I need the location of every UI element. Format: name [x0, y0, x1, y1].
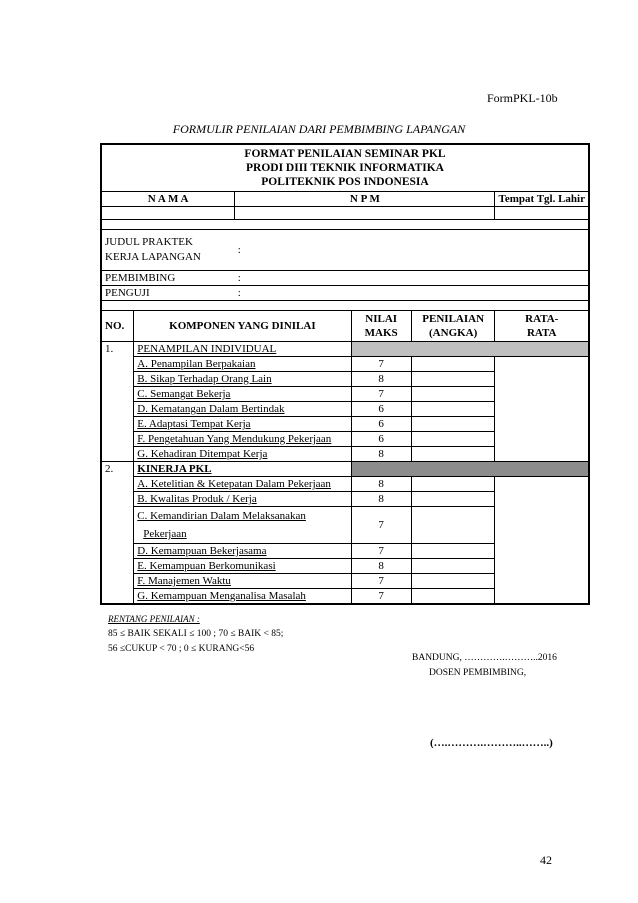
component-rows — [102, 342, 589, 604]
pembimbing-label: PEMBIMBING — [102, 271, 235, 286]
judul-value[interactable] — [235, 230, 589, 271]
legend-title: RENTANG PENILAIAN : — [108, 614, 200, 624]
component-label-text: G. Kehadiran Ditempat Kerja — [137, 448, 268, 460]
component-label — [134, 357, 351, 372]
penilaian-line2: (ANGKA) — [429, 327, 478, 339]
max-score: 8 — [351, 477, 411, 492]
penilaian-line1: PENILAIAN — [422, 313, 485, 325]
section-shaded-cell — [351, 342, 589, 357]
component-label — [134, 559, 351, 574]
score-input-cell[interactable] — [411, 447, 495, 462]
signer-name-line: (….……….………..……..) — [430, 737, 553, 749]
score-input-cell[interactable] — [411, 432, 495, 447]
score-input-cell[interactable] — [411, 544, 495, 559]
spacer-row — [102, 220, 589, 230]
signature-block — [412, 651, 557, 681]
judul-line1: JUDUL PRAKTEK — [105, 236, 193, 248]
rata-line2: RATA — [526, 327, 557, 339]
ttl-header: Tempat Tgl. Lahir — [495, 192, 589, 207]
max-score: 7 — [351, 589, 411, 604]
form-code: FormPKL-10b — [487, 91, 558, 105]
component-label-text: B. Sikap Terhadap Orang Lain — [137, 373, 272, 385]
nilai-line2: MAKS — [364, 327, 398, 339]
max-score: 6 — [351, 417, 411, 432]
score-input-cell[interactable] — [411, 387, 495, 402]
assessment-table — [101, 144, 589, 604]
component-label-text: F. Pengetahuan Yang Mendukung Pekerjaan — [137, 433, 332, 445]
component-row — [102, 477, 589, 492]
component-label — [134, 477, 351, 492]
max-score: 7 — [351, 544, 411, 559]
score-input-cell[interactable] — [411, 589, 495, 604]
max-score: 7 — [351, 574, 411, 589]
average-cell[interactable] — [495, 477, 589, 604]
component-label — [134, 432, 351, 447]
header-line2: PRODI DIII TEKNIK INFORMATIKA — [246, 162, 444, 174]
col-nilai-header — [351, 311, 411, 342]
score-input-cell[interactable] — [411, 402, 495, 417]
col-rata-header — [495, 311, 589, 342]
judul-line2: KERJA LAPANGAN — [105, 251, 201, 263]
component-label — [134, 372, 351, 387]
component-row — [102, 357, 589, 372]
score-input-cell[interactable] — [411, 559, 495, 574]
assessment-form — [100, 143, 590, 605]
section-number: 2. — [102, 462, 134, 604]
component-label-text: B. Kwalitas Produk / Kerja — [137, 493, 257, 505]
npm-value[interactable] — [235, 207, 495, 220]
rating-legend — [108, 612, 283, 657]
component-label-text: G. Kemampuan Menganalisa Masalah — [137, 590, 306, 602]
component-label-text: F. Manajemen Waktu — [137, 575, 231, 587]
component-label — [134, 492, 351, 507]
section-shaded-cell — [351, 462, 589, 477]
score-input-cell[interactable] — [411, 417, 495, 432]
average-cell[interactable] — [495, 357, 589, 462]
judul-label — [102, 230, 235, 271]
npm-header: N P M — [235, 192, 495, 207]
component-label — [134, 589, 351, 604]
component-label — [134, 402, 351, 417]
score-input-cell[interactable] — [411, 574, 495, 589]
form-header — [102, 145, 589, 192]
place-date: BANDUNG, ………….………..2016 — [412, 653, 557, 663]
max-score: 8 — [351, 447, 411, 462]
section-title: PENAMPILAN INDIVIDUAL — [134, 342, 351, 357]
penguji-label: PENGUJI — [102, 286, 235, 301]
nama-header: N A M A — [102, 192, 235, 207]
component-label — [134, 387, 351, 402]
score-input-cell[interactable] — [411, 477, 495, 492]
max-score: 7 — [351, 507, 411, 544]
max-score: 8 — [351, 559, 411, 574]
spacer-row — [102, 301, 589, 311]
pembimbing-value[interactable] — [235, 271, 589, 286]
ttl-value[interactable] — [495, 207, 589, 220]
col-penilaian-header — [411, 311, 495, 342]
component-label — [134, 574, 351, 589]
score-input-cell[interactable] — [411, 372, 495, 387]
component-label — [134, 447, 351, 462]
component-label-text-cont: Pekerjaan — [143, 528, 187, 540]
rata-line1: RATA- — [525, 313, 559, 325]
col-no-header: NO. — [102, 311, 134, 342]
form-title: FORMULIR PENILAIAN DARI PEMBIMBING LAPANGAN — [172, 122, 466, 136]
component-label — [134, 417, 351, 432]
nilai-line1: NILAI — [365, 313, 398, 325]
component-label-text: A. Penampilan Berpakaian — [137, 358, 256, 370]
nama-value[interactable] — [102, 207, 235, 220]
header-line3: POLITEKNIK POS INDONESIA — [261, 176, 429, 188]
component-label-text: D. Kemampuan Bekerjasama — [137, 545, 267, 557]
penguji-colon: : — [237, 287, 241, 299]
max-score: 8 — [351, 492, 411, 507]
section-number: 1. — [102, 342, 134, 462]
component-label-text: C. Semangat Bekerja — [137, 388, 231, 400]
score-input-cell[interactable] — [411, 492, 495, 507]
component-label-text: C. Kemandirian Dalam Melaksanakan — [137, 510, 306, 522]
pembimbing-colon: : — [237, 272, 241, 284]
max-score: 7 — [351, 357, 411, 372]
component-label — [134, 507, 351, 544]
legend-line2: 56 ≤CUKUP < 70 ; 0 ≤ KURANG<56 — [108, 644, 255, 654]
legend-line1: 85 ≤ BAIK SEKALI ≤ 100 ; 70 ≤ BAIK < 85; — [108, 629, 284, 639]
component-label-text: E. Adaptasi Tempat Kerja — [137, 418, 251, 430]
section-row — [102, 342, 589, 357]
penguji-value[interactable] — [235, 286, 589, 301]
component-label — [134, 544, 351, 559]
score-input-cell[interactable] — [411, 357, 495, 372]
judul-colon: : — [237, 244, 241, 256]
max-score: 7 — [351, 387, 411, 402]
col-komponen-header: KOMPONEN YANG DINILAI — [134, 311, 351, 342]
page-number: 42 — [540, 853, 552, 867]
component-label-text: A. Ketelitian & Ketepatan Dalam Pekerjaan — [137, 478, 331, 490]
max-score: 6 — [351, 402, 411, 417]
signer-role: DOSEN PEMBIMBING, — [429, 668, 527, 678]
header-line1: FORMAT PENILAIAN SEMINAR PKL — [244, 148, 446, 160]
score-input-cell[interactable] — [411, 507, 495, 544]
component-label-text: D. Kematangan Dalam Bertindak — [137, 403, 285, 415]
section-row — [102, 462, 589, 477]
max-score: 8 — [351, 372, 411, 387]
component-label-text: E. Kemampuan Berkomunikasi — [137, 560, 276, 572]
max-score: 6 — [351, 432, 411, 447]
section-title: KINERJA PKL — [134, 462, 351, 477]
